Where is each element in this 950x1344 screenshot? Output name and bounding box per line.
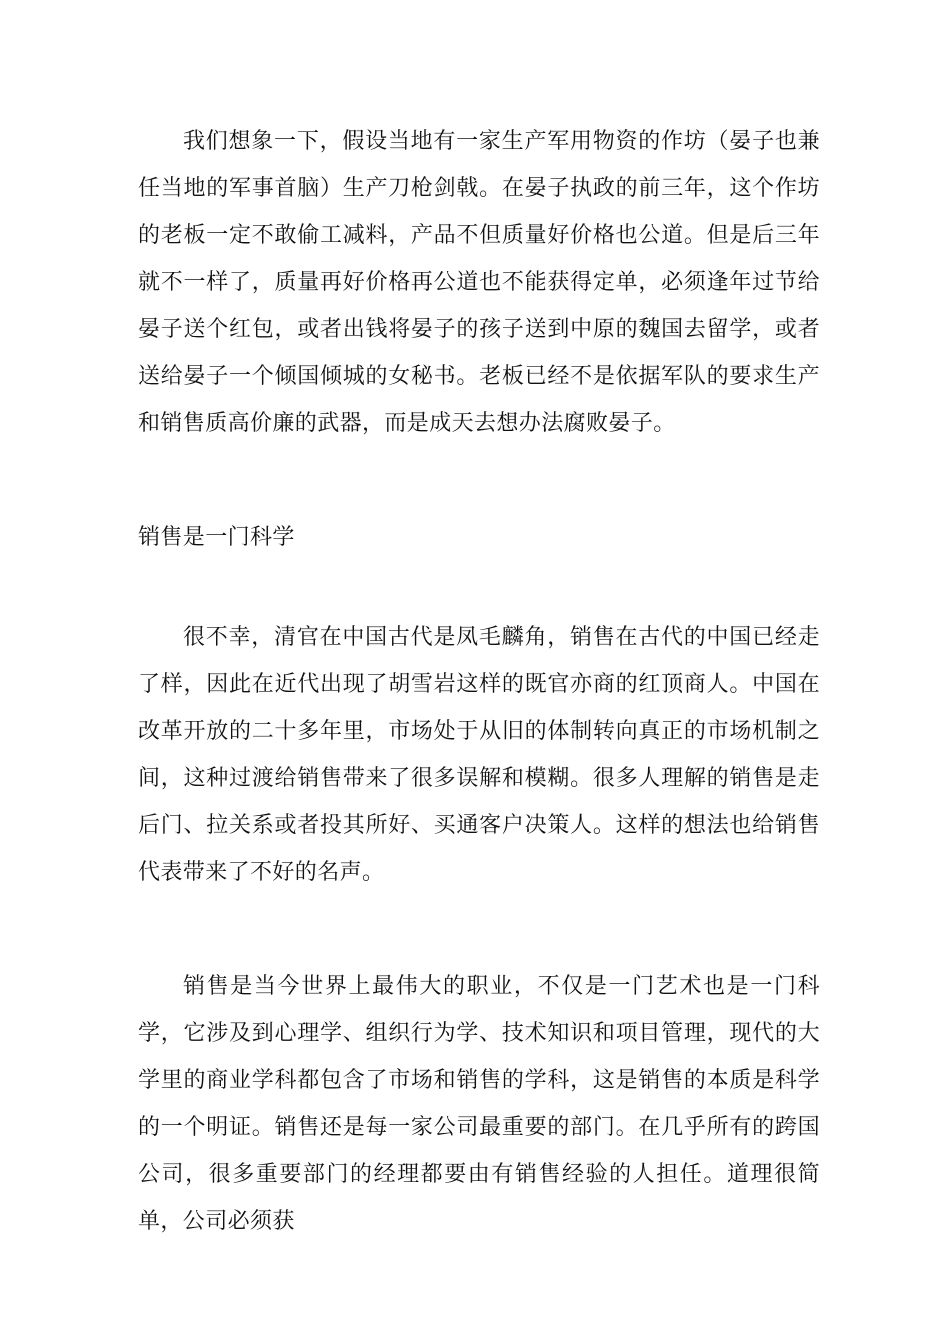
section-heading: 销售是一门科学	[138, 525, 295, 550]
body-paragraph: 很不幸，清官在中国古代是凤毛麟角，销售在古代的中国已经走了样，因此在近代出现了胡雪岩这样的既官亦商的红顶商人。中国在改革开放的二十多年里，市场处于从旧的体制转向真正的市场机制之间，这种过渡给销售带来了很多误解和模糊。很多人理解的销售是走后门、拉关系或者投其所好、买通客户决策人。这样的想法也给销售代表带来了不好的名声。	[138, 625, 820, 885]
body-paragraph: 销售是当今世界上最伟大的职业，不仅是一门艺术也是一门科学，它涉及到心理学、组织行为学、技术知识和项目管理，现代的大学里的商业学科都包含了市场和销售的学科，这是销售的本质是科学的一个明证。销售还是每一家公司最重要的部门。在几乎所有的跨国公司，很多重要部门的经理都要由有销售经验的人担任。道理很简单，公司必须获	[138, 974, 820, 1234]
body-paragraph: 我们想象一下，假设当地有一家生产军用物资的作坊（晏子也兼任当地的军事首脑）生产刀枪剑戟。在晏子执政的前三年，这个作坊的老板一定不敢偷工减料，产品不但质量好价格也公道。但是后三年就不一样了，质量再好价格再公道也不能获得定单，必须逢年过节给晏子送个红包，或者出钱将晏子的孩子送到中原的魏国去留学，或者送给晏子一个倾国倾城的女秘书。老板已经不是依据军队的要求生产和销售质高价廉的武器，而是成天去想办法腐败晏子。	[138, 129, 820, 436]
